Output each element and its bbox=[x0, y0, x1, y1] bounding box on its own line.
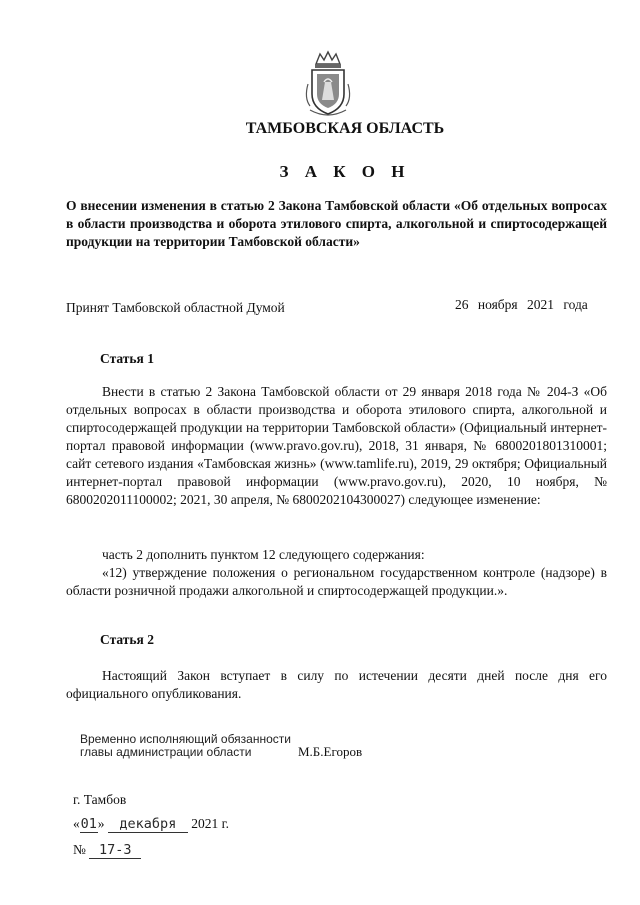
signing-year: 2021 г. bbox=[191, 816, 230, 831]
signing-city: г. Тамбов bbox=[73, 792, 127, 807]
article-1-heading: Статья 1 bbox=[100, 351, 154, 366]
article-1-quote: «12) утверждение положения о региональном государственном контроле (надзоре) в области розничной продажи алкогольной и спиртосодержащей продукции.». bbox=[66, 565, 607, 598]
region-title: ТАМБОВСКАЯ ОБЛАСТЬ bbox=[245, 120, 445, 137]
signing-date bbox=[73, 816, 229, 833]
tambov-coat-of-arms-emblem bbox=[298, 50, 358, 120]
article-2-paragraph: Настоящий Закон вступает в силу по истечении десяти дней после дня его официального опубликования. bbox=[66, 668, 607, 701]
law-number bbox=[73, 842, 141, 859]
article-2-heading: Статья 2 bbox=[100, 632, 154, 647]
law-number-value: 17-З bbox=[89, 842, 141, 859]
number-sign: № bbox=[73, 842, 86, 857]
signing-month: декабря bbox=[108, 816, 188, 833]
adoption-date: 26 ноября 2021 года bbox=[455, 297, 588, 312]
document-type-title: З А К О Н bbox=[279, 162, 411, 181]
law-subject: О внесении изменения в статью 2 Закона Тамбовской области «Об отдельных вопросах в области производства и оборота этилового спирта, алкогольной и спиртосодержащей продукции на территории Тамбовской области» bbox=[66, 198, 607, 249]
adoption-text: Принят Тамбовской областной Думой bbox=[66, 300, 285, 315]
article-1-item: часть 2 дополнить пунктом 12 следующего содержания: bbox=[102, 547, 425, 562]
signatory-position-line-1: Временно исполняющий обязанности bbox=[80, 732, 291, 746]
date-open-quote: « bbox=[73, 816, 80, 831]
date-close-quote: » bbox=[97, 816, 105, 831]
article-1-paragraph: Внести в статью 2 Закона Тамбовской области от 29 января 2018 года № 204-З «Об отдельных вопросах в области производства и оборота этилового спирта, алкогольной и спиртосодержащей продукции на территории Тамбовской области» (Официальный интернет-портал правовой информации (www.pravo.gov.ru), 2018, 31 января, № 6800201801310001; сайт сетевого издания «Тамбовская жизнь» (www.tamlife.ru), 2019, 29 октября; Официальный интернет-портал правовой информации (www.pravo.gov.ru), 2020, 10 ноября, № 6800202011100002; 2021, 30 апреля, № 6800202104300027) следующее изменение: bbox=[66, 384, 607, 507]
signatory-position-line-2: главы администрации области bbox=[80, 745, 252, 759]
signatory-name: М.Б.Егоров bbox=[298, 744, 363, 759]
signing-day: 01 bbox=[80, 816, 97, 832]
